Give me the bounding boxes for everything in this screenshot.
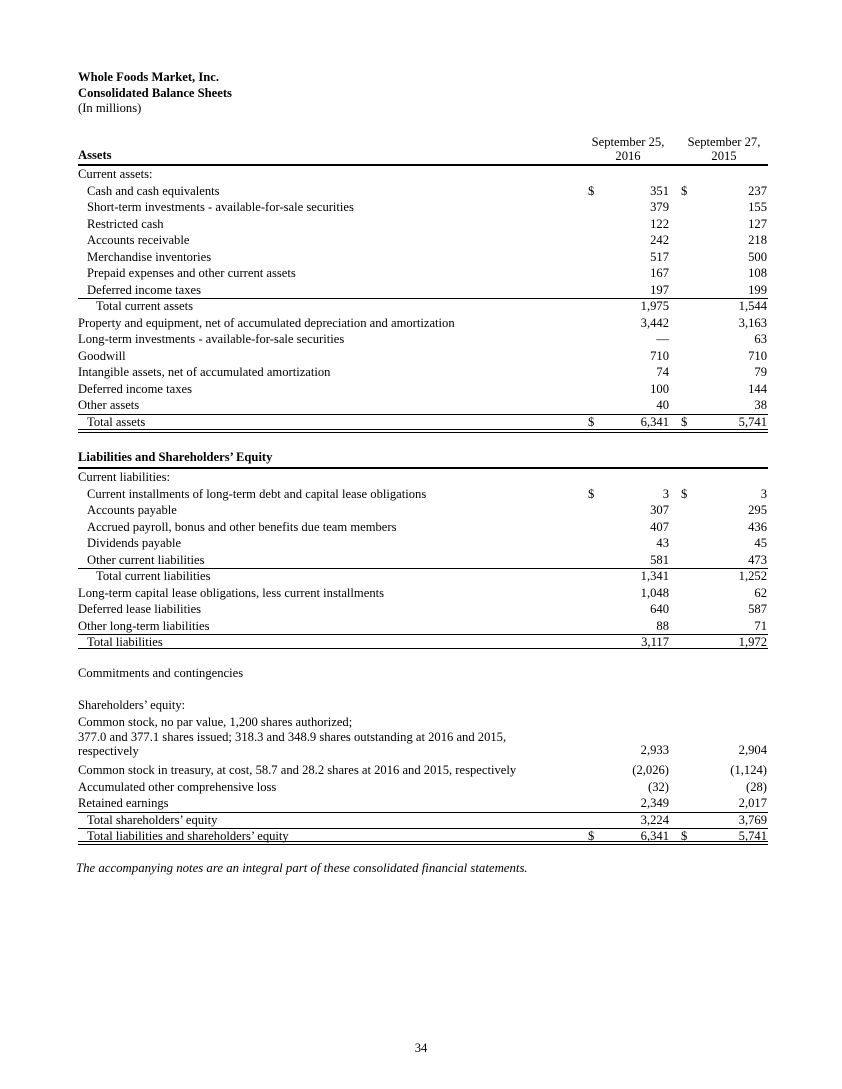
table-row: Prepaid expenses and other current assets 167 108 [87, 266, 767, 280]
assets-heading: Assets [78, 148, 112, 162]
common-stock-line1: Common stock, no par value, 1,200 shares authorized; [78, 715, 353, 729]
table-row: Accumulated other comprehensive loss (32) (28) [78, 779, 767, 794]
total-assets-double-rule [78, 429, 768, 433]
table-row: Goodwill 710 710 [78, 348, 767, 363]
statement-title: Consolidated Balance Sheets [78, 85, 232, 100]
total-assets-row: Total assets $ 6,341 $ 5,741 [78, 414, 768, 431]
table-row: Retained earnings 2,349 2,017 [78, 796, 767, 810]
equity-header: Shareholders’ equity: [78, 698, 186, 712]
column-heading-2016 [583, 135, 673, 163]
common-stock-values [78, 742, 768, 759]
total-liabilities-row: Total liabilities 3,117 1,972 [78, 634, 768, 651]
table-row: Deferred lease liabilities 640 587 [78, 602, 767, 616]
column-heading-2016-line2: 2016 [615, 149, 641, 163]
table-row: Property and equipment, net of accumulated depreciation and amortization 3,442 3,163 [78, 315, 767, 330]
liabilities-heading: Liabilities and Shareholders’ Equity [78, 450, 273, 464]
page-number: 34 [414, 1041, 428, 1055]
column-heading-2015 [676, 135, 772, 163]
table-row: Merchandise inventories 517 500 [87, 249, 767, 264]
equity-table [78, 762, 768, 845]
table-row: Intangible assets, net of accumulated amortization 74 79 [78, 365, 767, 379]
table-row: Cash and cash equivalents $ 351 $ 237 [87, 183, 767, 198]
current-liabilities-header: Current liabilities: [78, 470, 170, 484]
column-heading-2015-line2: 2015 [711, 149, 737, 163]
statement-units: (In millions) [78, 101, 142, 115]
total-liabilities-equity-row: Total liabilities and shareholders’ equity $ 6,341 $ 5,741 [78, 828, 768, 845]
table-row: 2,933 2,904 [640, 743, 767, 757]
current-assets-header: Current assets: [78, 167, 153, 181]
total-current-assets-row: Total current assets 1,975 1,544 [78, 298, 768, 315]
table-row: Deferred income taxes 197 199 [87, 282, 767, 297]
table-row: Deferred income taxes 100 144 [78, 381, 767, 396]
common-stock-line3: respectively [78, 744, 139, 758]
total-shareholders-equity-row: Total shareholders’ equity 3,224 3,769 [78, 812, 768, 829]
column-heading-2015-line1: September 27, [687, 135, 761, 149]
table-row: Long-term capital lease obligations, less current installments 1,048 62 [78, 585, 767, 600]
footnote: The accompanying notes are an integral part of these consolidated financial statements. [76, 861, 528, 875]
table-row: Common stock in treasury, at cost, 58.7 and 28.2 shares at 2016 and 2015, respectively (2,026) (1,124) [78, 763, 767, 777]
table-row: Dividends payable 43 45 [87, 536, 767, 550]
grand-total-double-rule [78, 841, 768, 845]
total-liabilities-rule [78, 648, 768, 649]
table-row: Current installments of long-term debt and capital lease obligations $ 3 $ 3 [87, 486, 767, 501]
table-row: Restricted cash 122 127 [87, 216, 767, 231]
commitments-label: Commitments and contingencies [78, 666, 244, 680]
statement-header [78, 70, 232, 117]
table-row: Accounts receivable 242 218 [87, 233, 767, 247]
table-row: Other assets 40 38 [78, 398, 767, 412]
table-row: Accounts payable 307 295 [87, 503, 767, 517]
common-stock-line2: 377.0 and 377.1 shares issued; 318.3 and 348.9 shares outstanding at 2016 and 2015, [78, 729, 507, 744]
liabilities-table [78, 469, 768, 651]
total-current-liabilities-row: Total current liabilities 1,341 1,252 [78, 568, 768, 585]
table-row: Other long-term liabilities 88 71 [78, 618, 767, 633]
company-name: Whole Foods Market, Inc. [78, 70, 219, 84]
column-heading-2016-line1: September 25, [591, 135, 665, 149]
table-row: Long-term investments - available-for-sale securities — 63 [78, 332, 767, 346]
assets-table [78, 166, 768, 430]
table-row: Short-term investments - available-for-sale securities 379 155 [87, 200, 767, 214]
table-row: Accrued payroll, bonus and other benefits due team members 407 436 [87, 519, 767, 534]
table-row: Other current liabilities 581 473 [87, 552, 767, 567]
